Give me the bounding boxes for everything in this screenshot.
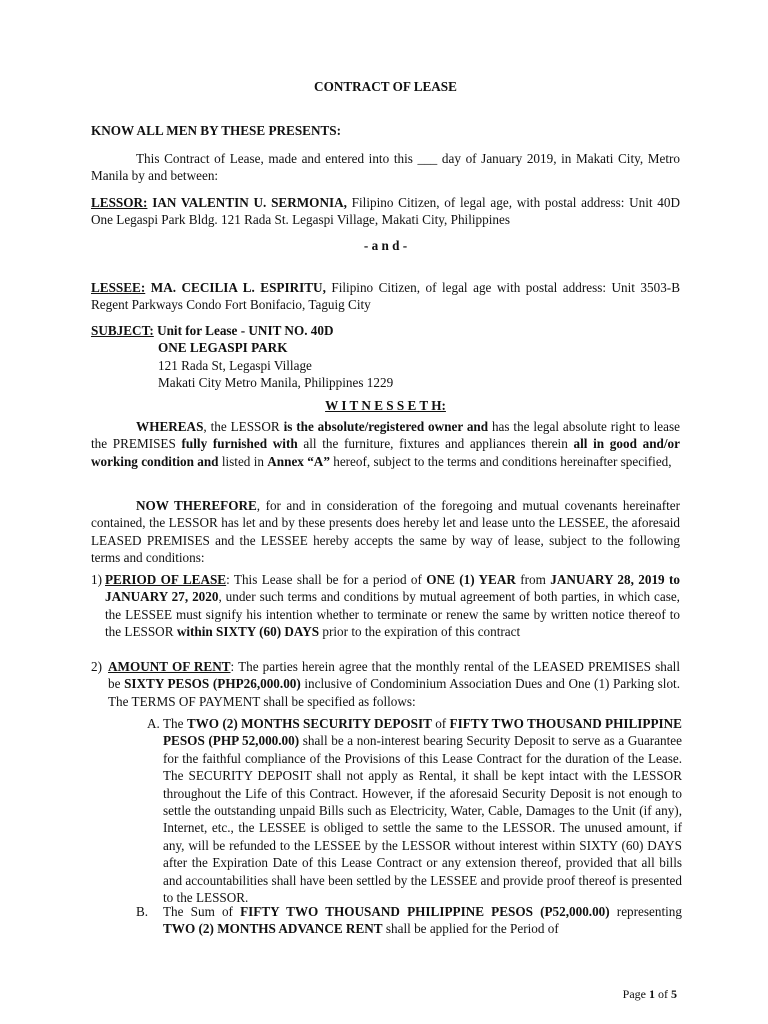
intro-paragraph: This Contract of Lease, made and entered into this ___ day of January 2019, in Makati City, Metro Manila by and between: — [91, 151, 680, 184]
now-therefore-paragraph: NOW THEREFORE, for and in consideration of the foregoing and mutual covenants hereinafter contained, the LESSOR has let and by these presents does hereby let and lease unto the LESSEE, the aforesaid LEASED PREMISES and the LESSEE hereby accepts the same by way of lease, subject to the following terms and conditions: — [91, 498, 680, 566]
whereas-paragraph: WHEREAS, the LESSOR is the absolute/registered owner and has the legal absolute right to lease the PREMISES fully furnished with all the furniture, fixtures and appliances therein all in good and/or working condition and listed in Annex “A” hereof, subject to the terms and conditions hereinafter specified, — [91, 419, 680, 469]
page-number-footer: Page 1 of 5 — [622, 987, 677, 1001]
subject-line-3: 121 Rada St, Legaspi Village — [158, 357, 312, 373]
clause-label: AMOUNT OF RENT — [108, 659, 231, 674]
document-title: CONTRACT OF LEASE — [314, 79, 457, 94]
clause-period-of-lease: 1) PERIOD OF LEASE: This Lease shall be for a period of ONE (1) YEAR from JANUARY 28, 2019 to JANUARY 27, 2020, under such terms and conditions by mutual agreement of both parties, in which case, the LESSEE must signify his intention whether to terminate or renew the same by written notice thereof to the LESSOR within SIXTY (60) DAYS prior to the expiration of this contract — [91, 572, 680, 640]
subject-block — [91, 322, 680, 392]
clause-number: 2) — [91, 659, 102, 674]
subject-line-4: Makati City Metro Manila, Philippines 1229 — [158, 375, 394, 391]
subclause-b-advance-rent: B. The Sum of FIFTY TWO THOUSAND PHILIPPINE PESOS (P52,000.00) representing TWO (2) MONTHS ADVANCE RENT shall be applied for the Period of — [136, 904, 682, 937]
know-all-heading: KNOW ALL MEN BY THESE PRESENTS: — [91, 123, 342, 138]
subject-label: SUBJECT: — [91, 323, 154, 338]
lessee-paragraph — [91, 279, 680, 314]
lessor-details: Filipino Citizen, of legal age, with postal address: Unit 40D One Legaspi Park Bldg. 121 Rada St. Legaspi Village, Makati City, Philippines — [91, 195, 681, 228]
clause-number: 1) — [91, 572, 102, 587]
subject-line-1: SUBJECT: Unit for Lease - UNIT NO. 40D — [91, 323, 334, 338]
current-page: 1 — [649, 987, 655, 1001]
subclause-letter: B. — [136, 904, 149, 919]
lessee-name: MA. CECILIA L. ESPIRITU, — [150, 280, 326, 295]
clause-amount-of-rent: 2) AMOUNT OF RENT: The parties herein agree that the monthly rental of the LEASED PREMISES shall be SIXTY PESOS (PHP26,000.00) inclusive of Condominium Association Dues and One (1) Parking slot. The TERMS OF PAYMENT shall be specified as follows: — [91, 659, 681, 709]
witnesseth-heading: W I T N E S S E T H: — [325, 398, 446, 413]
lessor-name: IAN VALENTIN U. SERMONIA, — [152, 195, 347, 210]
subclause-letter: A. — [147, 716, 160, 731]
subject-line-2: ONE LEGASPI PARK — [158, 340, 288, 356]
lessor-label: LESSOR: — [91, 195, 148, 210]
lessee-label: LESSEE: — [91, 280, 146, 295]
subclause-a-security-deposit: A. The TWO (2) MONTHS SECURITY DEPOSIT of FIFTY TWO THOUSAND PHILIPPINE PESOS (PHP 52,000.00) shall be a non-interest bearing Security Deposit to serve as a Guarantee for the faithful compliance of the Provisions of this Lease Contract for the duration of the Lease. The SECURITY DEPOSIT shall not apply as Rental, it shall be kept intact with the LESSOR throughout the Life of this Contract. However, if the aforesaid Security Deposit is not enough to settle the outstanding unpaid Bills such as Electricity, Water, Cable, Damages to the Unit (if any), Internet, etc., the LESSEE is obliged to settle the same to the LESSOR. The unused amount, if any, will be refunded to the LESSEE by the LESSOR without interest within SIXTY (60) DAYS after the Expiration Date of this Lease Contract or any extension thereof, provided that all bills and accountabilities shall have been settled by the LESSEE and provide proof thereof is presented to the LESSOR. — [147, 716, 683, 906]
and-separator: - a n d - — [363, 238, 408, 253]
lessor-paragraph — [91, 194, 680, 229]
lessee-details: Filipino Citizen, of legal age with postal address: Unit 3503-B Regent Parkways Condo Fort Bonifacio, Taguig City — [91, 280, 680, 313]
total-pages: 5 — [671, 987, 677, 1001]
clause-label: PERIOD OF LEASE — [105, 572, 227, 587]
